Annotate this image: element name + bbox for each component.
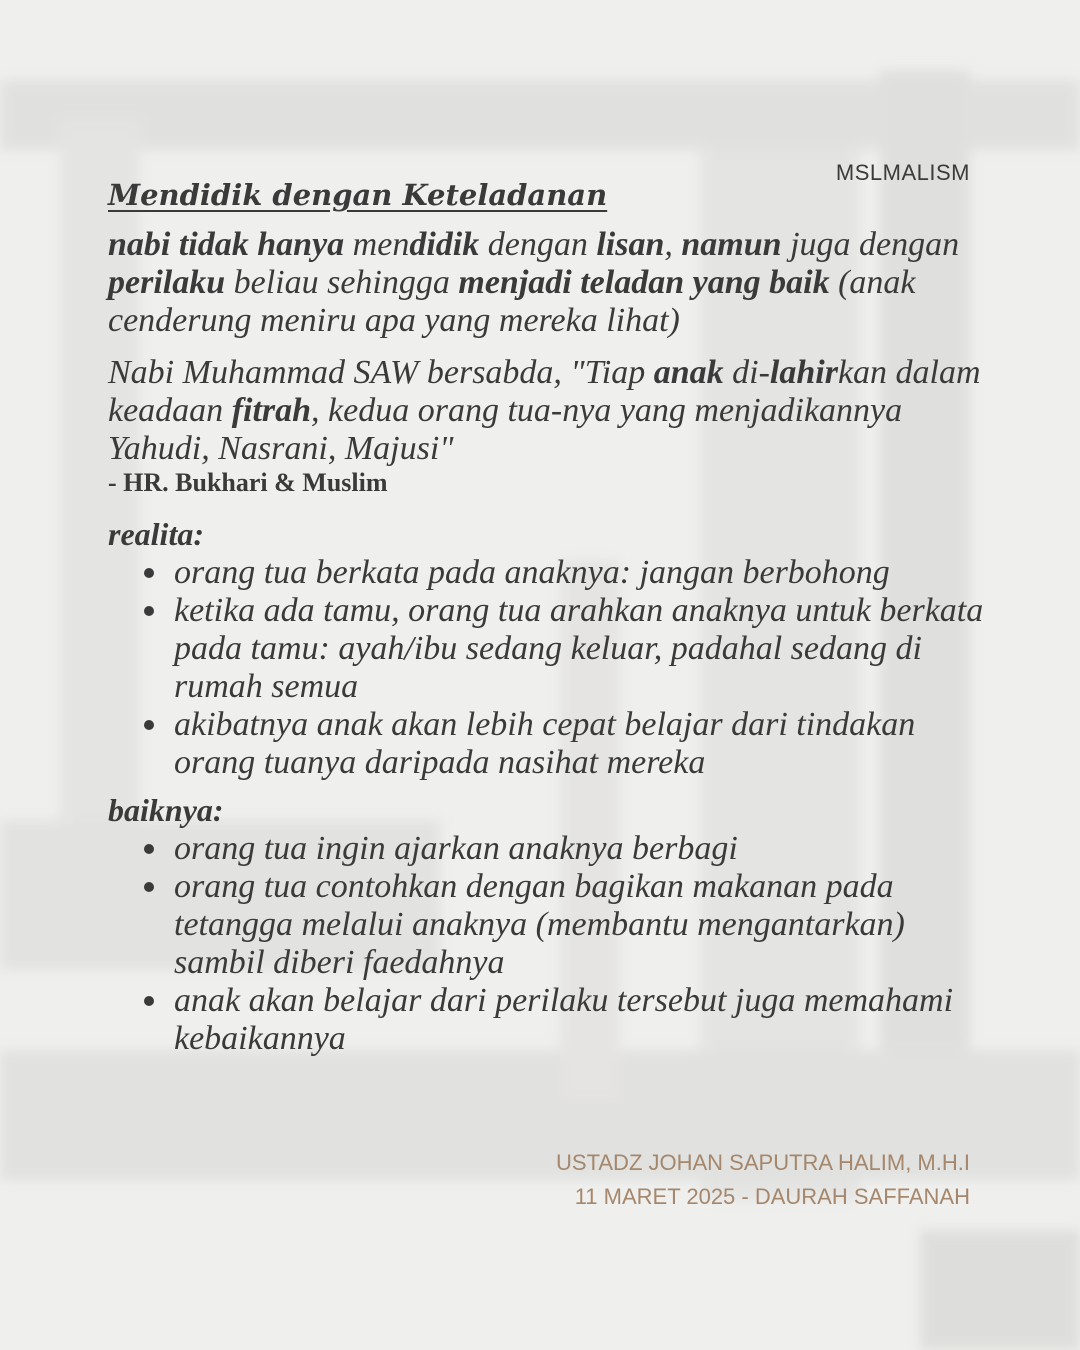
body-text: kan dalam keadaan: [108, 354, 981, 429]
list-item: [174, 868, 988, 982]
realita-heading: realita:: [108, 516, 204, 552]
list-item: [174, 592, 988, 706]
speaker-credit: USTADZ JOHAN SAPUTRA HALIM, M.H.I: [556, 1150, 970, 1175]
baiknya-list: [108, 830, 988, 1058]
body-text: juga dengan: [781, 226, 960, 263]
intro-paragraph: [108, 226, 988, 340]
body-text: dengan: [479, 226, 597, 263]
body-text: (anak cenderung meniru apa yang mereka lihat): [108, 264, 916, 339]
list-item-text: orang tua ingin ajarkan anaknya berbagi: [174, 830, 738, 867]
list-item: [174, 706, 988, 782]
list-item-text: akibatnya anak akan lebih cepat belajar dari tindakan orang tuanya daripada nasihat mereka: [174, 706, 916, 781]
body-text: men: [344, 226, 410, 263]
page-title: Mendidik dengan Keteladanan: [108, 178, 608, 212]
bullet-icon: [144, 720, 154, 730]
body-text: Nabi Muhammad SAW bersabda, "Tiap: [108, 354, 654, 391]
emphasis-text: lisan: [596, 226, 665, 263]
hadith-paragraph: [108, 354, 988, 468]
emphasis-text: nabi tidak hanya: [108, 226, 345, 263]
body-text: , kedua orang tua-nya yang menjadikannya Yahudi, Nasrani, Majusi": [108, 392, 903, 467]
list-item: [174, 982, 988, 1058]
bullet-icon: [144, 844, 154, 854]
event-credit: 11 MARET 2025 - DAURAH SAFFANAH: [574, 1184, 970, 1209]
emphasis-text: lahir: [769, 354, 838, 391]
bullet-icon: [144, 568, 154, 578]
list-item-text: anak akan belajar dari perilaku tersebut juga memahami kebaikannya: [174, 982, 954, 1057]
realita-list: [108, 554, 988, 782]
emphasis-text: menjadi teladan yang baik: [458, 264, 830, 301]
body-text: di-: [723, 354, 770, 391]
body-text: ,: [664, 226, 682, 263]
bullet-icon: [144, 882, 154, 892]
list-item: [174, 554, 988, 592]
list-item: [174, 830, 988, 868]
baiknya-heading: baiknya:: [108, 792, 224, 828]
emphasis-text: didik: [409, 226, 480, 263]
list-item-text: ketika ada tamu, orang tua arahkan anaknya untuk berkata pada tamu: ayah/ibu sedang keluar, padahal sedang di rumah semua: [174, 592, 984, 705]
body-text: beliau sehingga: [225, 264, 459, 301]
main-content: [108, 160, 988, 1066]
bullet-icon: [144, 996, 154, 1006]
emphasis-text: fitrah: [231, 392, 312, 429]
list-item-text: orang tua berkata pada anaknya: jangan berbohong: [174, 554, 890, 591]
emphasis-text: anak: [653, 354, 724, 391]
emphasis-text: perilaku: [108, 264, 226, 301]
bullet-icon: [144, 606, 154, 616]
emphasis-text: namun: [681, 226, 782, 263]
hadith-source: - HR. Bukhari & Muslim: [108, 468, 388, 497]
list-item-text: orang tua contohkan dengan bagikan makanan pada tetangga melalui anaknya (membantu mengantarkan) sambil diberi faedahnya: [174, 868, 905, 981]
brand-label: MSLMALISM: [835, 160, 970, 185]
